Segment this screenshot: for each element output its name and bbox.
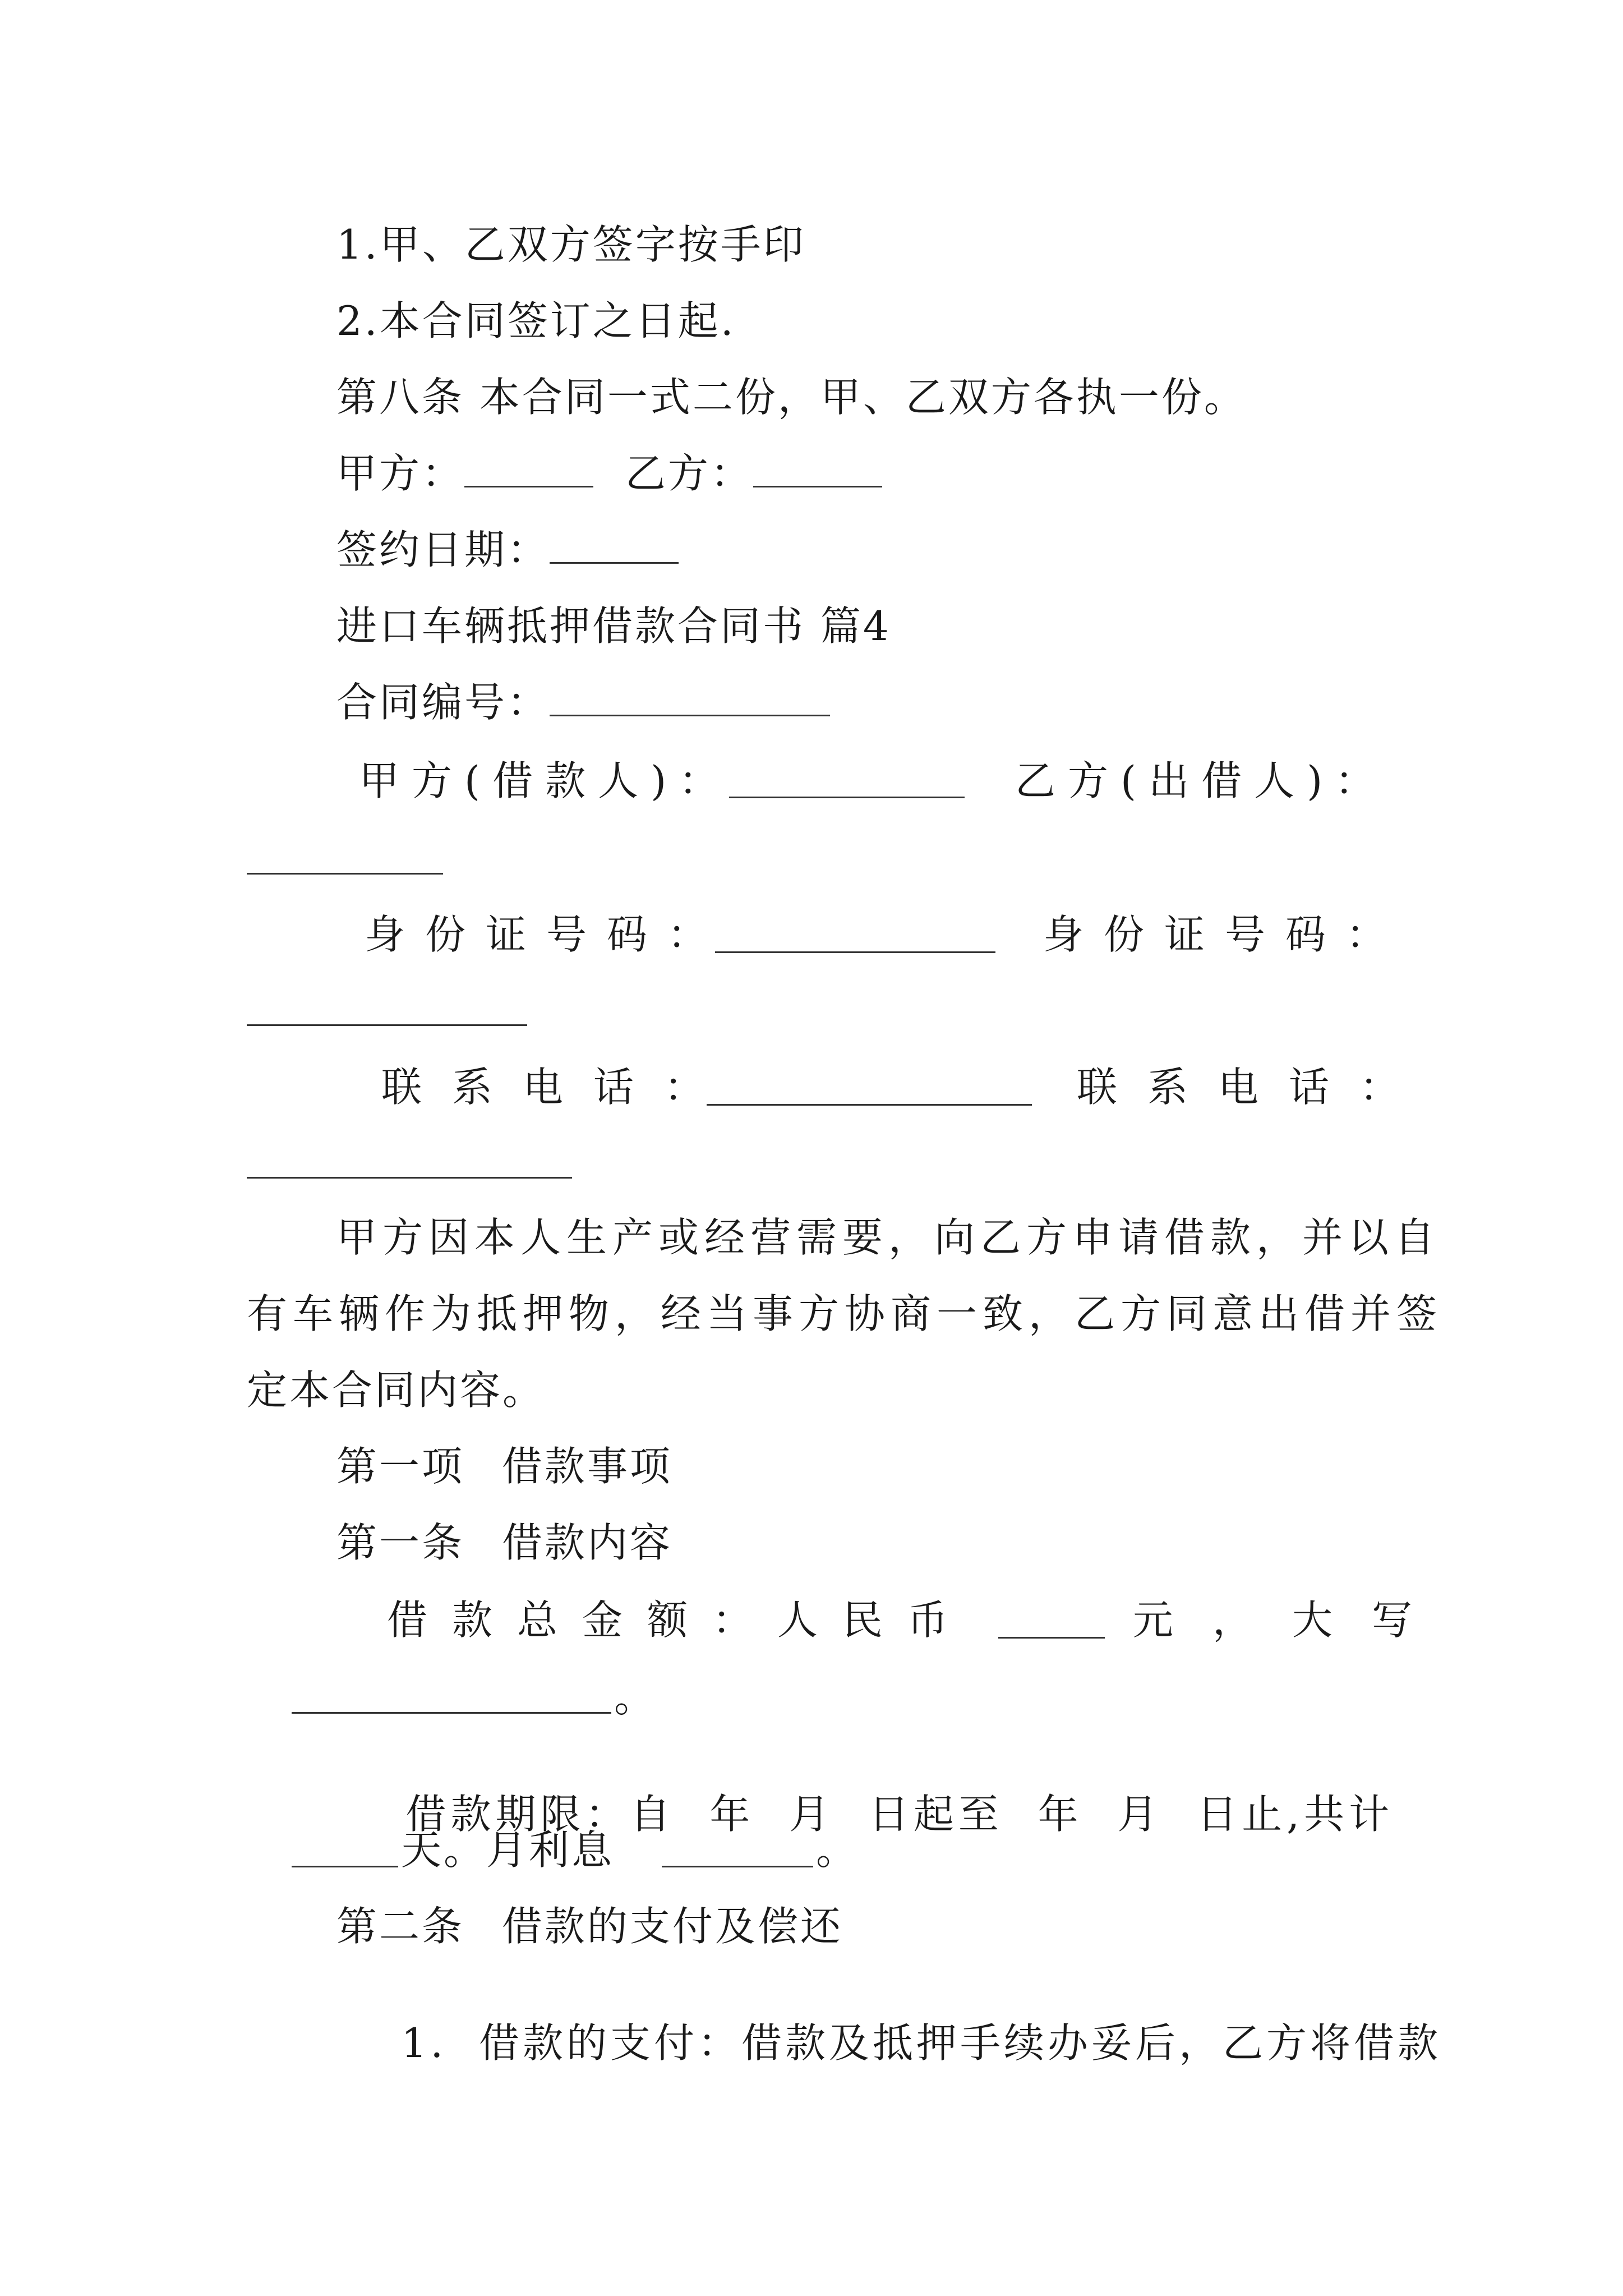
party-a-label: 甲方： (336, 450, 465, 497)
id-number-label-b: 身份证号码： (1043, 911, 1407, 958)
article-loan-content (336, 1519, 672, 1566)
loan-amount-end-mark: 。 (614, 1674, 657, 1721)
intro-paragraph-line3 (247, 1366, 546, 1414)
payment-clause (336, 1982, 1441, 2104)
borrower-blank (729, 797, 965, 798)
lender-label: 乙方(出借人)： (1015, 757, 1388, 804)
contract-number-blank (550, 709, 830, 716)
intro-paragraph-line1 (336, 1214, 1441, 1261)
article-payment-repayment-text: 第二条 借款的支付及偿还 (336, 1903, 843, 1950)
intro-paragraph-line2 (247, 1290, 1443, 1337)
id-number-line-b (1043, 911, 1407, 958)
clause-signing-text: 1.甲、乙双方签字按手印 (336, 221, 806, 268)
loan-term-days-label: 天。月利息 (401, 1826, 615, 1874)
lender-label-line (1015, 757, 1388, 804)
id-number-blank-a (715, 951, 995, 953)
loan-term-text: 借款期限：自 年 月 日起至 年 月 日止,共计 (405, 1791, 1394, 1838)
loan-amount-end (614, 1674, 657, 1721)
phone-label-a: 联系电话： (381, 1064, 735, 1111)
signing-date (336, 526, 679, 573)
phone-line-a (381, 1064, 735, 1111)
section-loan-matters-text: 第一项 借款事项 (336, 1443, 672, 1490)
loan-amount-line (387, 1596, 973, 1644)
monthly-interest-blank (662, 1866, 813, 1867)
loan-term-end-mark: 。 (816, 1826, 859, 1874)
section-loan-matters (336, 1443, 672, 1490)
signing-date-label: 签约日期： (336, 526, 550, 573)
loan-amount-words-line (1133, 1596, 1452, 1644)
phone-label-b: 联系电话： (1077, 1064, 1431, 1111)
loan-amount-blank (998, 1637, 1105, 1639)
article-loan-content-text: 第一条 借款内容 (336, 1519, 672, 1566)
borrower-label-line (359, 757, 732, 804)
clause-effective-date (336, 297, 736, 344)
intro-paragraph-text1: 甲方因本人生产或经营需要，向乙方申请借款，并以自 (336, 1214, 1441, 1261)
id-number-blank-b (247, 1024, 527, 1026)
clause-signing (336, 221, 806, 268)
contract-number (336, 679, 830, 726)
article-eight (336, 374, 1247, 421)
loan-term-end (816, 1826, 859, 1874)
intro-paragraph-text3: 定本合同内容。 (247, 1366, 546, 1414)
article-payment-repayment (336, 1903, 843, 1950)
loan-term-line2 (401, 1826, 615, 1874)
phone-line-b (1077, 1064, 1431, 1111)
signing-date-blank (550, 556, 679, 564)
phone-blank-b (247, 1177, 572, 1179)
loan-amount-label: 借款总金额：人民币 (387, 1596, 973, 1644)
loan-days-blank (292, 1866, 398, 1867)
party-b-blank (753, 480, 882, 487)
contract-number-label: 合同编号： (336, 679, 550, 726)
id-number-label-a: 身份证号码： (365, 911, 728, 958)
id-number-line-a (365, 911, 728, 958)
intro-paragraph-text2: 有车辆作为抵押物，经当事方协商一致，乙方同意出借并签 (247, 1290, 1443, 1337)
party-a-blank (464, 480, 593, 487)
contract-heading (336, 602, 891, 650)
phone-blank-a (707, 1104, 1032, 1106)
borrower-label: 甲方(借款人)： (359, 757, 732, 804)
payment-clause-text: 1. 借款的支付：借款及抵押手续办妥后，乙方将借款 (401, 2019, 1442, 2067)
clause-effective-date-text: 2.本合同签订之日起. (336, 297, 736, 344)
party-signatures (336, 450, 882, 497)
contract-heading-text: 进口车辆抵押借款合同书 篇4 (336, 602, 891, 650)
loan-amount-words-blank (292, 1712, 611, 1714)
loan-amount-words-label: 元，大写 (1133, 1596, 1452, 1644)
party-b-label: 乙方： (625, 450, 753, 497)
lender-blank (247, 873, 443, 875)
article-eight-text: 第八条 本合同一式二份，甲、乙双方各执一份。 (336, 374, 1247, 421)
